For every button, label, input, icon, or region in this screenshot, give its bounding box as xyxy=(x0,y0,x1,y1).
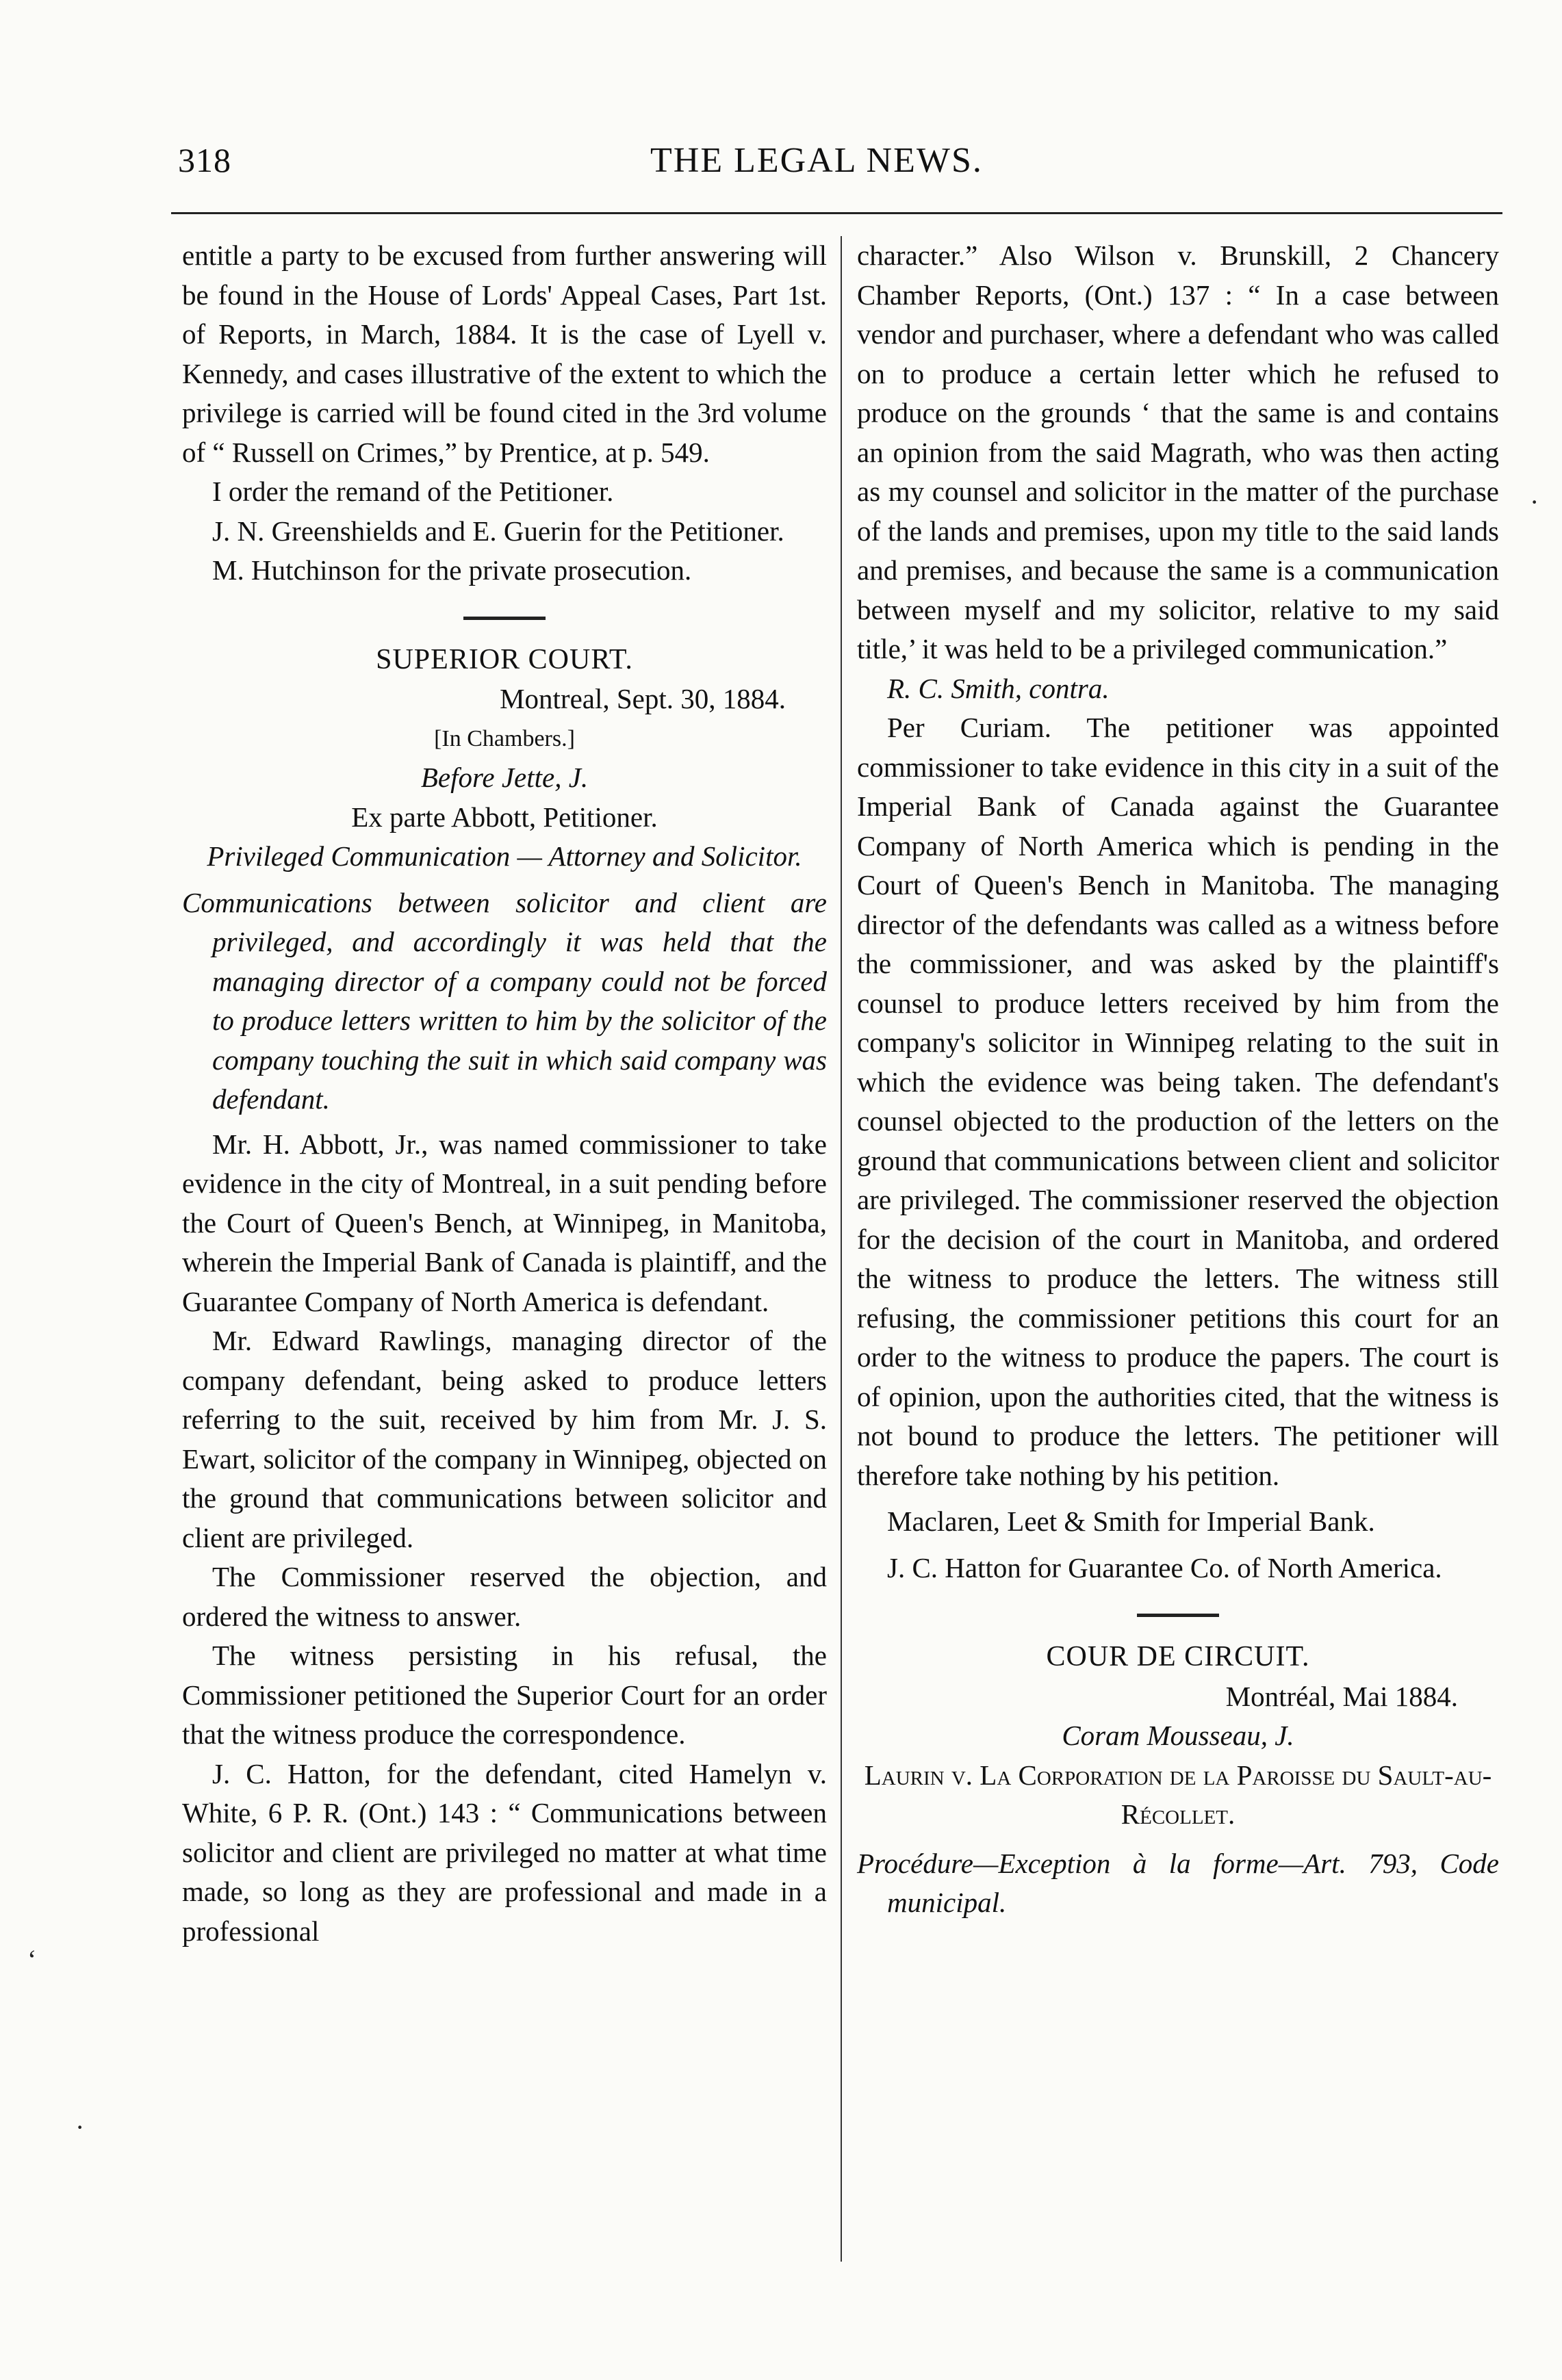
judge-line: Before Jette, J. xyxy=(420,762,589,793)
margin-mark: · xyxy=(75,2112,85,2143)
chambers-note: [In Chambers.] xyxy=(434,725,575,751)
margin-mark: · xyxy=(1530,487,1539,517)
left-paragraph-9: J. C. Hatton, for the defendant, cited Hamelyn v. White, 6 P. R. (Ont.) 143 : “ Communications between solicitor and client are privileged no matter at what time made, so long as they are professional and made in a professional xyxy=(182,1757,827,1947)
left-paragraph-6: Mr. Edward Rawlings, managing director of the company defendant, being asked to produce letters referring to the suit, received by him from Mr. J. S. Ewart, solicitor of the company in Winnipeg, objected on the ground that communications between solicitor and client are privileged. xyxy=(182,1325,827,1553)
left-paragraph-8: The witness persisting in his refusal, the Commissioner petitioned the Superior Court for an order that the witness produce the correspondence. xyxy=(182,1640,827,1750)
headnote: Communications between solicitor and client are privileged, and accordingly it was held that the managing director of a company could not be forced to produce letters written to him by the solicitor of the company touching the suit in which said company was defendant. xyxy=(182,886,827,1115)
running-title: THE LEGAL NEWS. xyxy=(650,141,983,180)
right-column xyxy=(857,236,1499,1923)
left-column xyxy=(182,236,827,1951)
left-paragraph-1: entitle a party to be excused from further answering will be found in the House of Lords' Appeal Cases, Part 1st. of Reports, in March, 1884. It is the case of Lyell v. Kennedy, and cases illustrative of the extent to which the privilege is carried will be found cited in the 3rd volume of “ Russell on Crimes,” by Prentice, at p. 549. xyxy=(182,240,827,468)
circuit-subject: Procédure—Exception à la forme—Art. 793, Code municipal. xyxy=(857,1847,1499,1918)
section-rule-right xyxy=(1137,1614,1219,1617)
subject-line: Privileged Communication — Attorney and Solicitor. xyxy=(207,840,802,872)
coram-line: Coram Mousseau, J. xyxy=(1062,1720,1294,1751)
column-divider xyxy=(841,236,842,2262)
circuit-case-title: Laurin v. La Corporation de la Paroisse du Sault-au-Récollet. xyxy=(864,1759,1492,1830)
margin-mark: ‘ xyxy=(27,1944,37,1975)
case-title: Ex parte Abbott, Petitioner. xyxy=(351,801,658,833)
left-paragraph-2: I order the remand of the Petitioner. xyxy=(212,476,614,507)
right-counsel-guarantee: J. C. Hatton for Guarantee Co. of North America. xyxy=(887,1551,1442,1583)
left-paragraph-5: Mr. H. Abbott, Jr., was named commissioner to take evidence in the city of Montreal, in a suit pending before the Court of Queen's Bench, at Winnipeg, in Manitoba, wherein the Imperial Bank of Canada is plaintiff, and the Guarantee Company of North America is defendant. xyxy=(182,1128,827,1317)
left-counsel-prosecution: M. Hutchinson for the private prosecution. xyxy=(212,554,692,586)
place-date: Montreal, Sept. 30, 1884. xyxy=(500,683,786,714)
circuit-place-date: Montréal, Mai 1884. xyxy=(1225,1680,1458,1712)
page-number: 318 xyxy=(178,141,231,179)
right-paragraph-1: character.” Also Wilson v. Brunskill, 2 Chancery Chamber Reports, (Ont.) 137 : “ In a case between vendor and purchaser, where a defendant who was called on to produce a certain letter which he refused to produce on the grounds ‘ that the same is and contains an opinion from the said Magrath, who was then acting as my counsel and solicitor in the matter of the purchase of the lands and premises, upon my title to the said lands and premises, and because the same is a communication between myself and my solicitor, relative to my said title,’ it was held to be a privileged communication.” xyxy=(857,240,1499,664)
page-header xyxy=(171,140,1506,195)
left-paragraph-7: The Commissioner reserved the objection, and ordered the witness to answer. xyxy=(182,1561,827,1632)
right-counsel-contra: R. C. Smith, contra. xyxy=(887,672,1110,704)
section-rule xyxy=(463,617,546,620)
circuit-court-heading: COUR DE CIRCUIT. xyxy=(1046,1641,1310,1672)
right-judgment: Per Curiam. The petitioner was appointed commissioner to take evidence in this city in a suit of the Imperial Bank of Canada against the Guarantee Company of North America which is pending in the Court of Queen's Bench in Manitoba. The managing director of the defendants was called as a witness before the commissioner, and was asked by the plaintiff's counsel to produce letters received by him from the company's solicitor in Winnipeg relating to the suit in which the evidence was being taken. The defendant's counsel objected to the production of the letters on the ground that communications between client and solicitor are privileged. The commissioner reserved the objection for the decision of the court in Manitoba, and ordered the witness to produce the letters. The witness still refusing, the commissioner petitions this court for an order to the witness to produce the papers. The court is of opinion, upon the authorities cited, that the witness is not bound to produce the letters. The petitioner will therefore take nothing by his petition. xyxy=(857,712,1499,1491)
left-counsel-petitioner: J. N. Greenshields and E. Guerin for the Petitioner. xyxy=(212,515,784,547)
right-counsel-bank: Maclaren, Leet & Smith for Imperial Bank. xyxy=(887,1505,1375,1537)
court-heading: SUPERIOR COURT. xyxy=(376,643,633,675)
header-rule xyxy=(171,212,1502,214)
